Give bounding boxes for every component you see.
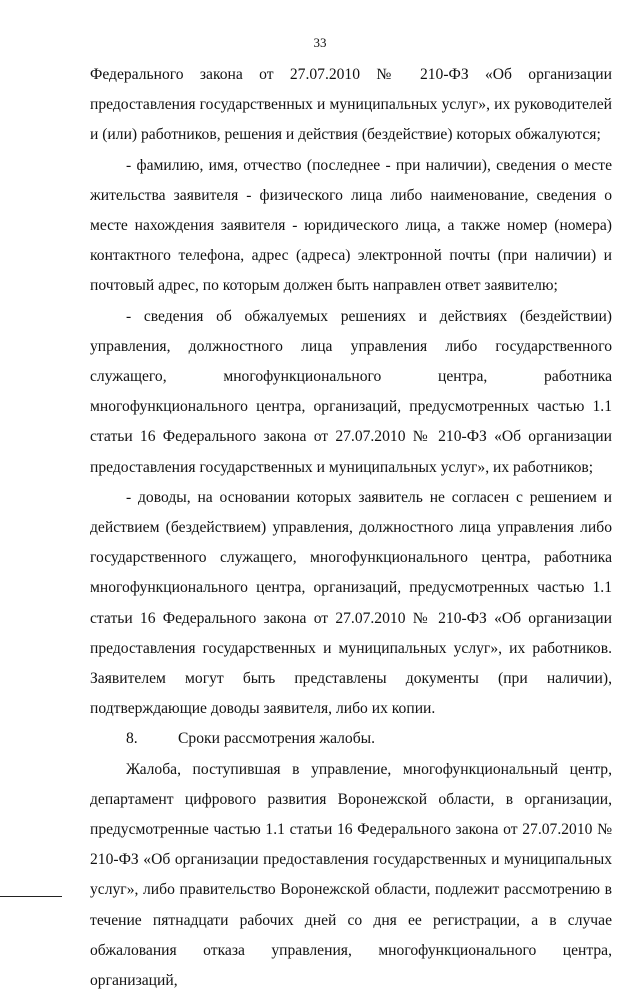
paragraph-law-reference: Федерального закона от 27.07.2010 № 210-ФЗ «Об организации предоставления государственных и муниципальных услуг», их руководителей и (или) работников, решения и действия (бездействие) которых обжалуются; (90, 66, 612, 144)
paragraph-applicant-details: - фамилию, имя, отчество (последнее - при наличии), сведения о месте жительства заявителя - физического лица либо наименование, сведения о месте нахождения заявителя - юридического лица, а также номер (номера) контактного телефона, адрес (адреса) электронной почты (при наличии) и почтовый адрес, по которым должен быть направлен ответ заявителю; (90, 156, 612, 295)
paragraph-arguments: - доводы, на основании которых заявитель не согласен с решением и действием (бездействием) управления, должностного лица управления либо государственного служащего, многофункционального центра, работника многофункционального центра, организаций, предусмотренных частью 1.1 статьи 16 Федерального закона от 27.07.2010 № 210-ФЗ «Об организации предоставления государственных и муниципальных услуг», их работников. Заявителем могут быть представлены документы (при наличии), подтверждающие доводы заявителя, либо их копии. (90, 488, 612, 718)
footer-divider (0, 896, 62, 897)
document-body (90, 60, 612, 996)
paragraph-review-terms: Жалоба, поступившая в управление, многофункциональный центр, департамент цифрового развития Воронежской области, в организации, предусмотренные частью 1.1 статьи 16 Федерального закона от 27.07.2010 № 210-ФЗ «Об организации предоставления государственных и муниципальных услуг», либо правительство Воронежской области, подлежит рассмотрению в течение пятнадцати рабочих дней со дня ее регистрации, а в случае обжалования отказа управления, многофункционального центра, организаций, (90, 760, 612, 990)
page-number: 33 (313, 35, 327, 50)
section-title: Сроки рассмотрения жалобы. (178, 730, 376, 748)
section-heading (90, 724, 612, 754)
section-number: 8. (126, 730, 138, 748)
paragraph-appealed-decisions: - сведения об обжалуемых решениях и действиях (бездействии) управления, должностного лица управления либо государственного служащего, многофункционального центра, работника многофункционального центра, организаций, предусмотренных частью 1.1 статьи 16 Федерального закона от 27.07.2010 № 210-ФЗ «Об организации предоставления государственных и муниципальных услуг», их работников; (90, 307, 612, 476)
